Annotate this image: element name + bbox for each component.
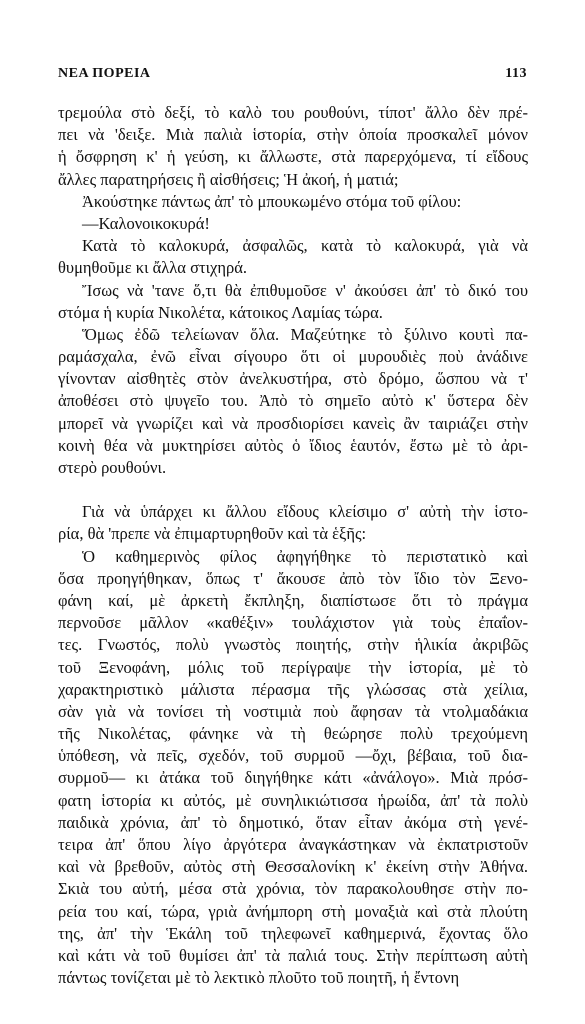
text-line: κοινὴ θέα νὰ μυκτηρίσει αὐτὸς ὁ ἴδιος ἑαυτόν, ἔστω μὲ τὸ ἀρι- — [58, 435, 528, 455]
text-line: Σκιὰ του αὐτή, μέσα στὰ χρόνια, τὸν παρακολουθησε στὴν πο- — [58, 879, 528, 899]
text-line: στερὸ ρουθούνι. — [58, 458, 167, 477]
text-line: —Καλονοικοκυρά! — [82, 213, 210, 233]
text-line: τειρα ἀπ' ὅπου λίγο ἀργότερα ἀναγκάστηκαν νὰ ἐκπατριστοῦν — [58, 835, 528, 854]
text-line: Ἴσως νὰ 'τανε ὅ,τι θὰ ἐπιθυμοῦσε ν' ἀκούσει ἀπ' τὸ δικό του — [82, 280, 528, 300]
text-line: ἡ ὄσφρηση κ' ἡ γεύση, κι ἄλλωστε, στὰ παρερχόμενα, τί εἴδους — [58, 147, 528, 167]
text-line: καὶ νὰ βρεθοῦν, αὐτὸς στὴ Θεσσαλονίκη κ' ἐκείνη στὴν Ἀθήνα. — [58, 857, 528, 877]
running-header — [58, 66, 527, 82]
text-line: θυμηθοῦμε κι ἄλλα στιχηρά. — [58, 258, 247, 278]
text-line: Γιὰ νὰ ὑπάρχει κι ἄλλου εἴδους κλείσιμο σ' αὐτὴ τὴν ἱστο- — [82, 502, 528, 522]
text-line: στόμα ἡ κυρία Νικολέτα, κάτοικος Λαμίας τώρα. — [58, 302, 383, 322]
text-line: καὶ κάτι νὰ τοῦ θυμίσει ἀπ' τὰ παλιά τους. Στὴν περίπτωση αὐτὴ — [58, 945, 528, 965]
section-break — [58, 479, 528, 501]
page-body — [58, 102, 528, 989]
paragraph — [58, 546, 528, 990]
paragraph — [58, 102, 528, 191]
paragraph — [58, 280, 528, 324]
text-line: ἄλλες παρατηρήσεις ἢ αἰσθήσεις; Ἡ ἀκοή, ἡ ματιά; — [58, 169, 399, 189]
text-line: φάνη καί, μὲ ἀρκετὴ ἔκπληξη, διαπίστωσε ὅτι τὸ πράγμα — [58, 590, 528, 610]
text-line: ὑπόθεση, νὰ πεῖς, σχεδόν, τοῦ συρμοῦ —ὄχι, βέβαια, τοῦ δια- — [58, 746, 528, 766]
text-line: τρεμούλα στὸ δεξί, τὸ καλὸ του ρουθούνι, τίποτ' ἄλλο δὲν πρέ- — [58, 103, 528, 122]
paragraph — [58, 501, 528, 545]
text-line: γίνονταν αἰσθητὲς στὸν ἀνελκυστήρα, στὸ δρόμο, ὥσπου νὰ τ' — [58, 369, 528, 389]
text-line: φατη ἱστορία κι αὐτός, μὲ συνηλικιώτισσα ἡρωίδα, ἀπ' τὰ πολὺ — [58, 790, 528, 810]
text-line: ρεία του καί, τώρα, γριὰ ἀνήμπορη στὴ μοναξιὰ καὶ στὰ πλούτη — [58, 901, 528, 921]
running-title: ΝΕΑ ΠΟΡΕΙΑ — [58, 66, 151, 81]
text-line: συρμοῦ— κι ἀτάκα τοῦ διηγήθηκε κάτι «ἀνάλογο». Μιὰ πρόσ- — [58, 768, 528, 788]
text-line: ραμάσχαλα, ἐνῶ εἶναι σίγουρο ὅτι οἱ μυρουδιὲς ποὺ ἀνάδινε — [58, 347, 528, 367]
text-line: σὰν γιὰ νὰ τονίσει τὴ νοστιμιὰ ποὺ ἄφησαν τὰ ντολμαδάκια — [58, 701, 528, 721]
text-line: τῆς Νικολέτας, φάνηκε νὰ τὴ θεώρησε πολὺ τρεχούμενη — [58, 724, 528, 744]
paragraph — [58, 235, 528, 279]
text-line: Ἀκούστηκε πάντως ἀπ' τὸ μπουκωμένο στόμα τοῦ φίλου: — [82, 191, 462, 211]
text-line: τες. Γνωστός, πολὺ γνωστὸς ποιητής, στὴν ἡλικία ἀκριβῶς — [58, 635, 528, 655]
text-line: πει νὰ 'δειξε. Μιὰ παλιὰ ἱστορία, στὴν ὁποία προσκαλεῖ μόνον — [58, 125, 528, 145]
text-line: Κατὰ τὸ καλοκυρά, ἀσφαλῶς, κατὰ τὸ καλοκυρά, γιὰ νὰ — [82, 236, 528, 256]
paragraph — [58, 191, 528, 213]
text-line: περνοῦσε μᾶλλον «καθέξιν» τουλάχιστον γιὰ τοὺς ἐπαΐον- — [58, 613, 528, 633]
page-number: 113 — [505, 66, 527, 81]
text-line: παιδικὰ χρόνια, ἀπ' τὸ δημοτικό, ὅταν εἶταν ἀκόμα στὴ γενέ- — [58, 812, 528, 832]
text-line: ἀποθέσει στὸ ψυγεῖο του. Ἀπὸ τὸ σημεῖο αὐτὸ κ' ὕστερα δὲν — [58, 391, 528, 411]
text-line: χαρακτηριστικὸ μάλιστα πέρασμα τῆς γλώσσας στὰ χείλια, — [58, 679, 528, 699]
text-line: μπορεῖ νὰ γνωρίζει καὶ νὰ προσδιορίσει κανεὶς ἂν ταιριάζει στὴν — [58, 413, 528, 433]
text-line: ὅσα προηγήθηκαν, ὅπως τ' ἄκουσε ἀπὸ τὸν ἴδιο τὸν Ξενο- — [58, 568, 528, 588]
text-line: της, ἀπ' τὴν Ἑκάλη τοῦ τηλεφωνεῖ καθημερινά, ἔχοντας ὅλο — [58, 923, 528, 943]
text-line: Ὁ καθημερινὸς φίλος ἀφηγήθηκε τὸ περιστατικὸ καὶ — [82, 546, 528, 566]
paragraph — [58, 213, 528, 235]
paragraph — [58, 324, 528, 479]
text-line: Ὅμως ἐδῶ τελείωναν ὅλα. Μαζεύτηκε τὸ ξύλινο κουτὶ πα- — [82, 324, 528, 344]
text-line: τοῦ Ξενοφάνη, μόλις τοῦ περίγραψε τὴν ἱστορία, μὲ τὸ — [58, 657, 528, 677]
text-line: ρία, θὰ 'πρεπε νὰ ἐπιμαρτυρηθοῦν καὶ τὰ ἑξῆς: — [58, 524, 367, 544]
text-line: πάντως τονίζεται μὲ τὸ λεκτικὸ πλοῦτο τοῦ ποιητῆ, ἡ ἔντονη — [58, 968, 460, 988]
